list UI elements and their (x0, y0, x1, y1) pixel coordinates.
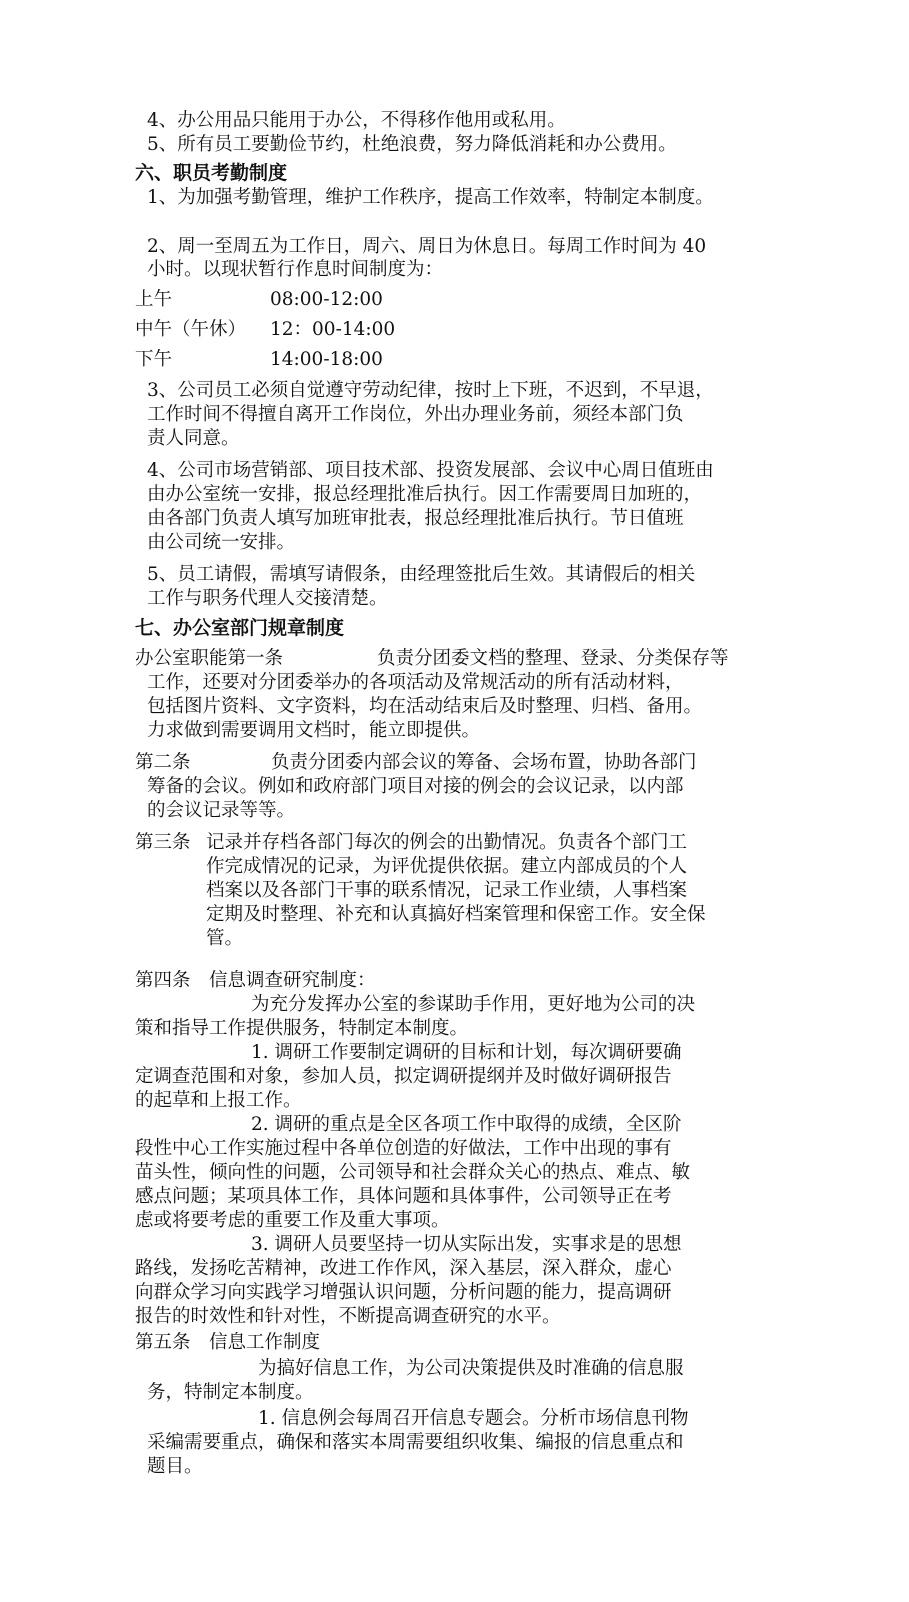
attendance-paragraph-2-line-1: 2、周一至周五为工作日，周六、周日为休息日。每周工作时间为 40 (147, 236, 707, 257)
attendance-paragraph-3-line: 责人同意。 (147, 428, 240, 449)
article-4-item-3-line: 报告的时效性和针对性，不断提高调查研究的水平。 (135, 1306, 561, 1327)
article-4-item-2-line: 感点问题；某项具体工作，具体问题和具体事件，公司领导正在考 (135, 1186, 672, 1207)
article-4-title: 第四条 信息调查研究制度： (135, 970, 376, 991)
attendance-paragraph-4-line: 由办公室统一安排，报总经理批准后执行。因工作需要周日加班的， (147, 484, 703, 505)
article-3-line: 记录并存档各部门每次的例会的出勤情况。负责各个部门工 (206, 832, 688, 853)
article-3-line: 定期及时整理、补充和认真搞好档案管理和保密工作。安全保 (206, 904, 706, 925)
article-4-item-1-line: 的起草和上报工作。 (135, 1090, 302, 1111)
article-5-item-1-line: 1. 信息例会每周召开信息专题会。分析市场信息刊物 (258, 1408, 689, 1429)
article-3-line: 作完成情况的记录，为评优提供依据。建立内部成员的个人 (206, 856, 688, 877)
attendance-paragraph-3-line: 工作时间不得擅自离开工作岗位，外出办理业务前，须经本部门负 (147, 404, 684, 425)
article-4-item-2-line: 苗头性，倾向性的问题，公司领导和社会群众关心的热点、难点、敏 (135, 1162, 691, 1183)
article-4-intro-line: 为充分发挥办公室的参谋助手作用，更好地为公司的决 (251, 994, 696, 1015)
attendance-paragraph-4-line: 由各部门负责人填写加班审批表，报总经理批准后执行。节日值班 (147, 508, 684, 529)
schedule-label: 下午 (135, 349, 173, 370)
article-4-item-3-line: 向群众学习向实践学习增强认识问题，分析问题的能力，提高调研 (135, 1282, 672, 1303)
article-2-label: 第二条 (135, 752, 191, 773)
article-2-line: 的会议记录等等。 (147, 800, 296, 821)
attendance-paragraph-5-line: 5、员工请假，需填写请假条，由经理签批后生效。其请假后的相关 (147, 564, 696, 585)
article-5-intro-line: 为搞好信息工作，为公司决策提供及时准确的信息服 (258, 1358, 684, 1379)
article-4-item-2-line: 段性中心工作实施过程中各单位创造的好做法，工作中出现的事有 (135, 1138, 672, 1159)
schedule-row (135, 318, 395, 342)
schedule-label: 上午 (135, 289, 173, 310)
article-4-item-2-line: 虑或将要考虑的重要工作及重大事项。 (135, 1210, 450, 1231)
schedule-label: 中午（午休） (135, 319, 247, 340)
article-3-line: 档案以及各部门干事的联系情况，记录工作业绩，人事档案 (206, 880, 688, 901)
office-rules-heading: 七、办公室部门规章制度 (135, 617, 345, 639)
article-3-line: 管。 (206, 928, 244, 949)
schedule-row (135, 288, 383, 312)
article-2-text: 负责分团委内部会议的筹备、会场布置，协助各部门 (271, 752, 697, 773)
article-5-item-1-line: 采编需要重点，确保和落实本周需要组织收集、编报的信息重点和 (147, 1432, 684, 1453)
attendance-heading: 六、职员考勤制度 (135, 162, 288, 184)
article-1-text: 负责分团委文档的整理、登录、分类保存等 (377, 648, 729, 669)
article-4-item-3-line: 3. 调研人员要坚持一切从实际出发，实事求是的思想 (251, 1234, 682, 1255)
article-1-label: 办公室职能第一条 (135, 648, 284, 669)
attendance-paragraph-5-line: 工作与职务代理人交接清楚。 (147, 588, 388, 609)
article-5-intro-line: 务，特制定本制度。 (147, 1382, 314, 1403)
article-2-first-line (135, 751, 697, 775)
attendance-paragraph-2-line-2: 小时。以现状暂行作息时间制度为： (147, 259, 444, 280)
article-4-item-3-line: 路线，发扬吃苦精神，改进工作作风，深入基层，深入群众，虚心 (135, 1258, 672, 1279)
schedule-time: 12：00-14:00 (270, 319, 396, 340)
article-4-item-1-line: 1. 调研工作要制定调研的目标和计划，每次调研要确 (251, 1042, 682, 1063)
article-1-line: 工作，还要对分团委举办的各项活动及常规活动的所有活动材料， (147, 672, 684, 693)
article-4-intro-line: 策和指导工作提供服务，特制定本制度。 (135, 1018, 469, 1039)
article-1-line: 力求做到需要调用文档时，能立即提供。 (147, 720, 481, 741)
article-3-label: 第三条 (135, 832, 191, 853)
schedule-time: 08:00-12:00 (270, 289, 383, 310)
schedule-row (135, 348, 383, 372)
article-5-item-1-line: 题目。 (147, 1456, 203, 1477)
article-5-title: 第五条 信息工作制度 (135, 1332, 321, 1353)
attendance-paragraph-1: 1、为加强考勤管理，维护工作秩序，提高工作效率，特制定本制度。 (147, 187, 714, 208)
article-1-first-line (135, 647, 729, 671)
schedule-time: 14:00-18:00 (270, 349, 383, 370)
attendance-paragraph-3-line: 3、公司员工必须自觉遵守劳动纪律，按时上下班，不迟到，不早退， (147, 380, 714, 401)
office-supplies-item-5: 5、所有员工要勤俭节约，杜绝浪费，努力降低消耗和办公费用。 (147, 134, 677, 155)
office-supplies-item-4: 4、办公用品只能用于办公，不得移作他用或私用。 (147, 110, 566, 131)
article-1-line: 包括图片资料、文字资料，均在活动结束后及时整理、归档、备用。 (147, 696, 703, 717)
article-2-line: 筹备的会议。例如和政府部门项目对接的例会的会议记录，以内部 (147, 776, 684, 797)
attendance-paragraph-4-line: 由公司统一安排。 (147, 532, 296, 553)
attendance-paragraph-4-line: 4、公司市场营销部、项目技术部、投资发展部、会议中心周日值班由 (147, 460, 714, 481)
article-4-item-1-line: 定调查范围和对象，参加人员，拟定调研提纲并及时做好调研报告 (135, 1066, 672, 1087)
article-4-item-2-line: 2. 调研的重点是全区各项工作中取得的成绩，全区阶 (251, 1114, 682, 1135)
